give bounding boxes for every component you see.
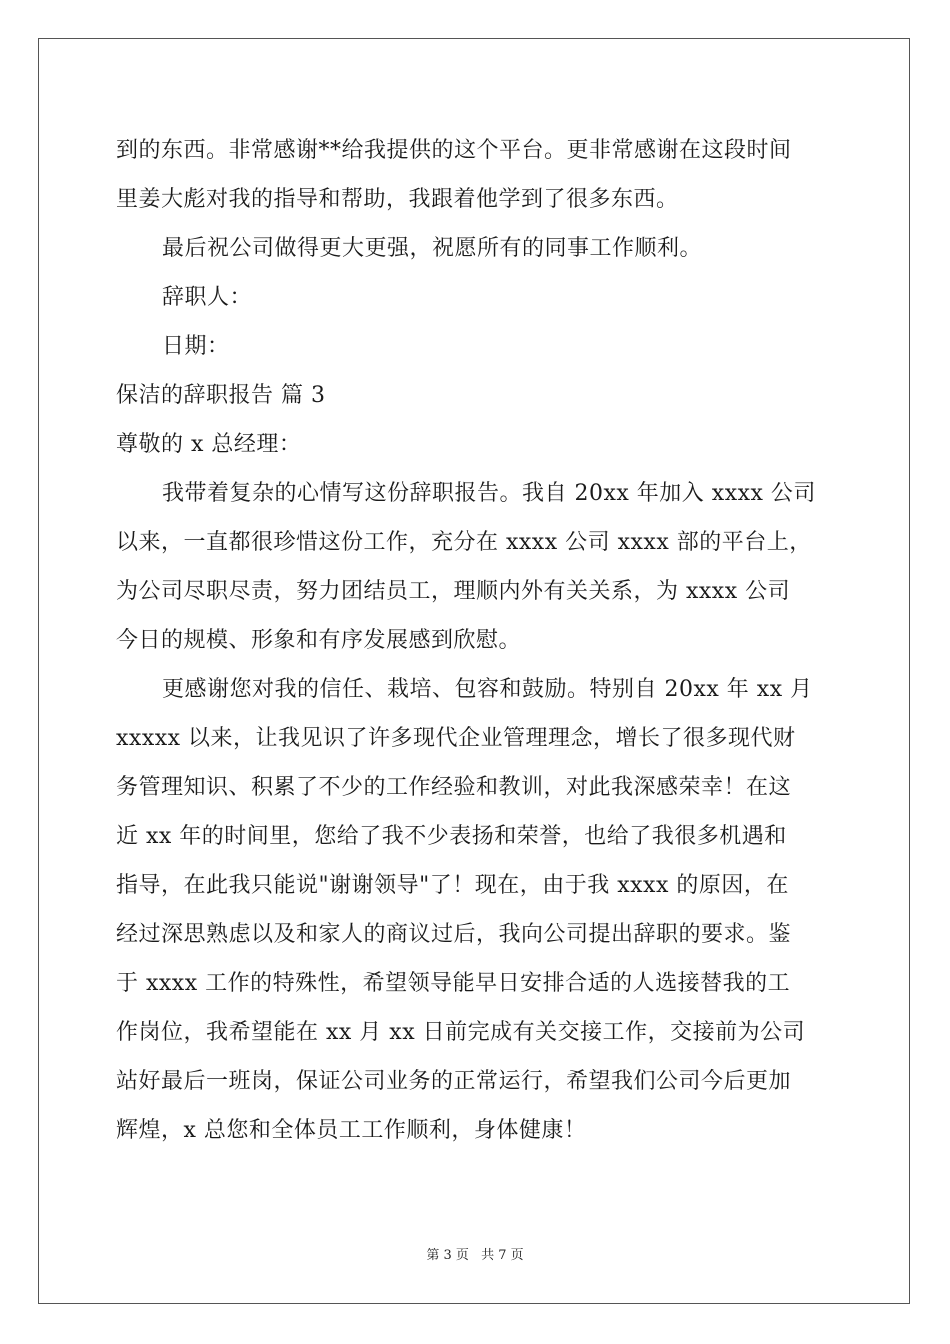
paragraph-line: 到的东西。非常感谢**给我提供的这个平台。更非常感谢在这段时间 xyxy=(116,138,792,163)
paragraph-line: 站好最后一班岗，保证公司业务的正常运行，希望我们公司今后更加 xyxy=(116,1069,792,1094)
paragraph-line: 我带着复杂的心情写这份辞职报告。我自 20xx 年加入 xxxx 公司 xyxy=(162,481,816,506)
paragraph-line: 经过深思熟虑以及和家人的商议过后，我向公司提出辞职的要求。鉴 xyxy=(116,922,792,947)
paragraph-line: 作岗位，我希望能在 xx 月 xx 日前完成有关交接工作，交接前为公司 xyxy=(116,1020,806,1045)
paragraph-line: 近 xx 年的时间里，您给了我不少表扬和荣誉，也给了我很多机遇和 xyxy=(116,824,787,849)
paragraph-line: xxxxx 以来，让我见识了许多现代企业管理理念，增长了很多现代财 xyxy=(116,726,796,751)
paragraph-line: 今日的规模、形象和有序发展感到欣慰。 xyxy=(116,628,522,653)
paragraph-line: 以来，一直都很珍惜这份工作，充分在 xxxx 公司 xxxx 部的平台上， xyxy=(116,530,812,555)
paragraph-line: 更感谢您对我的信任、栽培、包容和鼓励。特别自 20xx 年 xx 月 xyxy=(162,677,813,702)
paragraph-line: 务管理知识、积累了不少的工作经验和教训，对此我深感荣幸！在这 xyxy=(116,775,792,800)
document-body xyxy=(116,126,836,1155)
salutation: 尊敬的 x 总经理： xyxy=(116,432,302,457)
section-title: 保洁的辞职报告 篇 3 xyxy=(116,383,326,408)
closing-wish: 最后祝公司做得更大更强，祝愿所有的同事工作顺利。 xyxy=(162,236,703,261)
page-footer xyxy=(0,1244,950,1263)
signature-label: 辞职人： xyxy=(162,285,253,310)
paragraph-line: 里姜大彪对我的指导和帮助，我跟着他学到了很多东西。 xyxy=(116,187,679,212)
paragraph-line: 辉煌，x 总您和全体员工工作顺利，身体健康！ xyxy=(116,1118,587,1143)
date-label: 日期： xyxy=(162,334,230,359)
paragraph-line: 为公司尽职尽责，努力团结员工，理顺内外有关关系，为 xxxx 公司 xyxy=(116,579,791,604)
page-total: 共 7 页 xyxy=(481,1248,524,1263)
paragraph-line: 指导，在此我只能说"谢谢领导"了！现在，由于我 xxxx 的原因，在 xyxy=(116,873,789,898)
paragraph-line: 于 xxxx 工作的特殊性，希望领导能早日安排合适的人选接替我的工 xyxy=(116,971,791,996)
page-number: 第 3 页 xyxy=(426,1248,469,1263)
